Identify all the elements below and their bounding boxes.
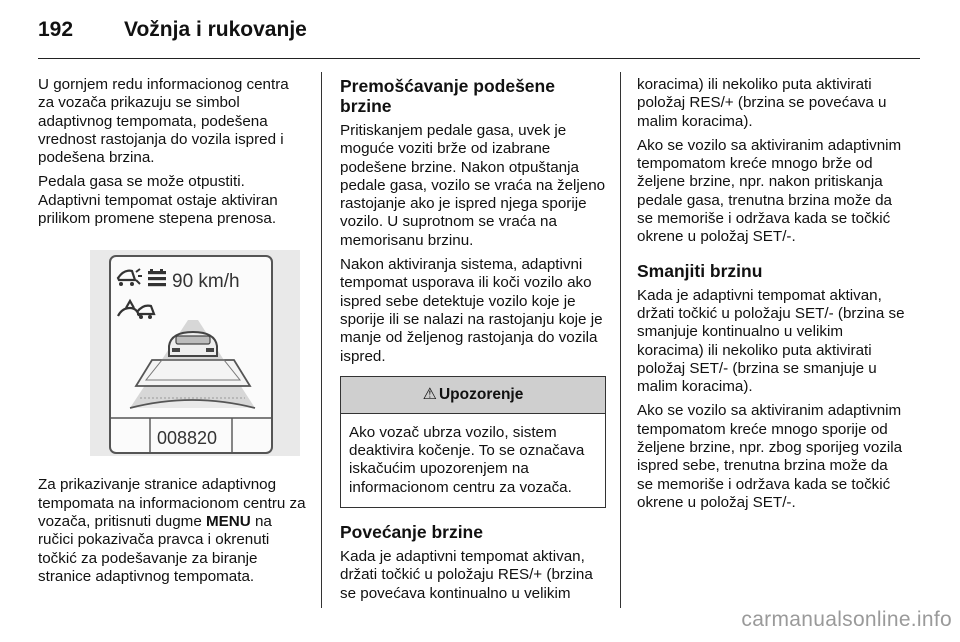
paragraph: Ako se vozilo sa aktiviranim adaptivnim tempomatom kreće mnogo brže od željene brzine, npr. nakon pritiskanja pedale gasa, trenutna brzina može da se memoriše i održava kada se točkić okrene u položaj SET/-. xyxy=(637,136,902,246)
paragraph: Pedala gasa se može otpustiti. Adaptivni tempomat ostaje aktiviran prilikom promene stepena prenosa. xyxy=(38,173,278,228)
paragraph: Pritiskanjem pedale gasa, uvek je moguće voziti brže od izabrane podešene brzine. Nakon otpuštanja pedale gasa, vozilo se vraća na željeno rastojanje ako je ispred njega sporije vozilo. U suprotnom se vraća na memorisanu brzinu. xyxy=(340,122,606,249)
driver-info-center-illustration xyxy=(90,250,300,456)
watermark: carmanualsonline.info xyxy=(741,608,952,631)
section-heading: Smanjiti brzinu xyxy=(637,260,763,281)
warning-box xyxy=(340,376,606,508)
paragraph: U gornjem redu informacionog centra za vozača prikazuju se simbol adaptivnog tempomata, podešena vrednost rastojanja do vozila ispred i podešena brzina. xyxy=(38,76,289,167)
column-3 xyxy=(637,76,907,518)
warning-text: Ako vozač ubrza vozilo, sistem deaktivira kočenje. To se označava iskačućim upozorenjem na informacionom centru za vozača. xyxy=(349,423,585,496)
page-number: 192 xyxy=(38,18,74,41)
section-heading: Povećanje brzine xyxy=(340,522,483,543)
warning-title: Upozorenje xyxy=(438,385,524,403)
set-speed: 90 km/h xyxy=(172,271,240,293)
odometer-reading: 008820 xyxy=(157,428,218,449)
acc-display-figure xyxy=(90,250,300,456)
column-1 xyxy=(38,76,308,592)
paragraph: Nakon aktiviranja sistema, adaptivni tempomat usporava ili koči vozilo ako ispred sebe detektuje vozilo koje je sporije ili se nalazi na rastojanju koje je manje od željenog rastojanja do vozila ispred. xyxy=(340,256,603,365)
paragraph: Kada je adaptivni tempomat aktivan, držati točkić u položaju SET/- (brzina se smanjuje kontinualno u velikim koracima) ili nekoliko puta aktivirati položaj SET/- (brzina se smanjuje u malim koracima). xyxy=(637,286,905,396)
paragraph: Kada je adaptivni tempomat aktivan, držati točkić u položaju RES/+ (brzina se povećava kontinualno u velikim xyxy=(340,548,593,602)
paragraph-menu-instruction: Za prikazivanje stranice adaptivnog tempomata na informacionom centru za vozača, pritisnuti dugme MENU na ručici pokazivača pravca i okrenuti točkić za podešavanje za biranje stranice adaptivnog tempomata. xyxy=(38,476,306,585)
section-heading: Premošćavanje podešene brzine xyxy=(340,76,555,116)
warning-header xyxy=(341,377,605,414)
column-divider-1 xyxy=(321,72,322,608)
column-2 xyxy=(340,76,606,609)
header-rule xyxy=(38,58,920,59)
distance-setting-icon xyxy=(148,269,166,286)
warning-triangle-icon: ⚠ xyxy=(422,385,437,403)
paragraph: Ako se vozilo sa aktiviranim adaptivnim tempomatom kreće mnogo sporije od željene brzine, npr. zbog sporijeg vozila ispred sebe, trenutna brzina može da se memoriše i održava kada se točkić okrene u položaj SET/-. xyxy=(637,402,903,511)
column-divider-2 xyxy=(620,72,621,608)
menu-button-label: MENU xyxy=(206,512,251,530)
paragraph: koracima) ili nekoliko puta aktivirati položaj RES/+ (brzina se povećava u malim koracima). xyxy=(637,76,887,130)
page-title: Vožnja i rukovanje xyxy=(124,18,307,41)
page-header xyxy=(38,18,307,48)
